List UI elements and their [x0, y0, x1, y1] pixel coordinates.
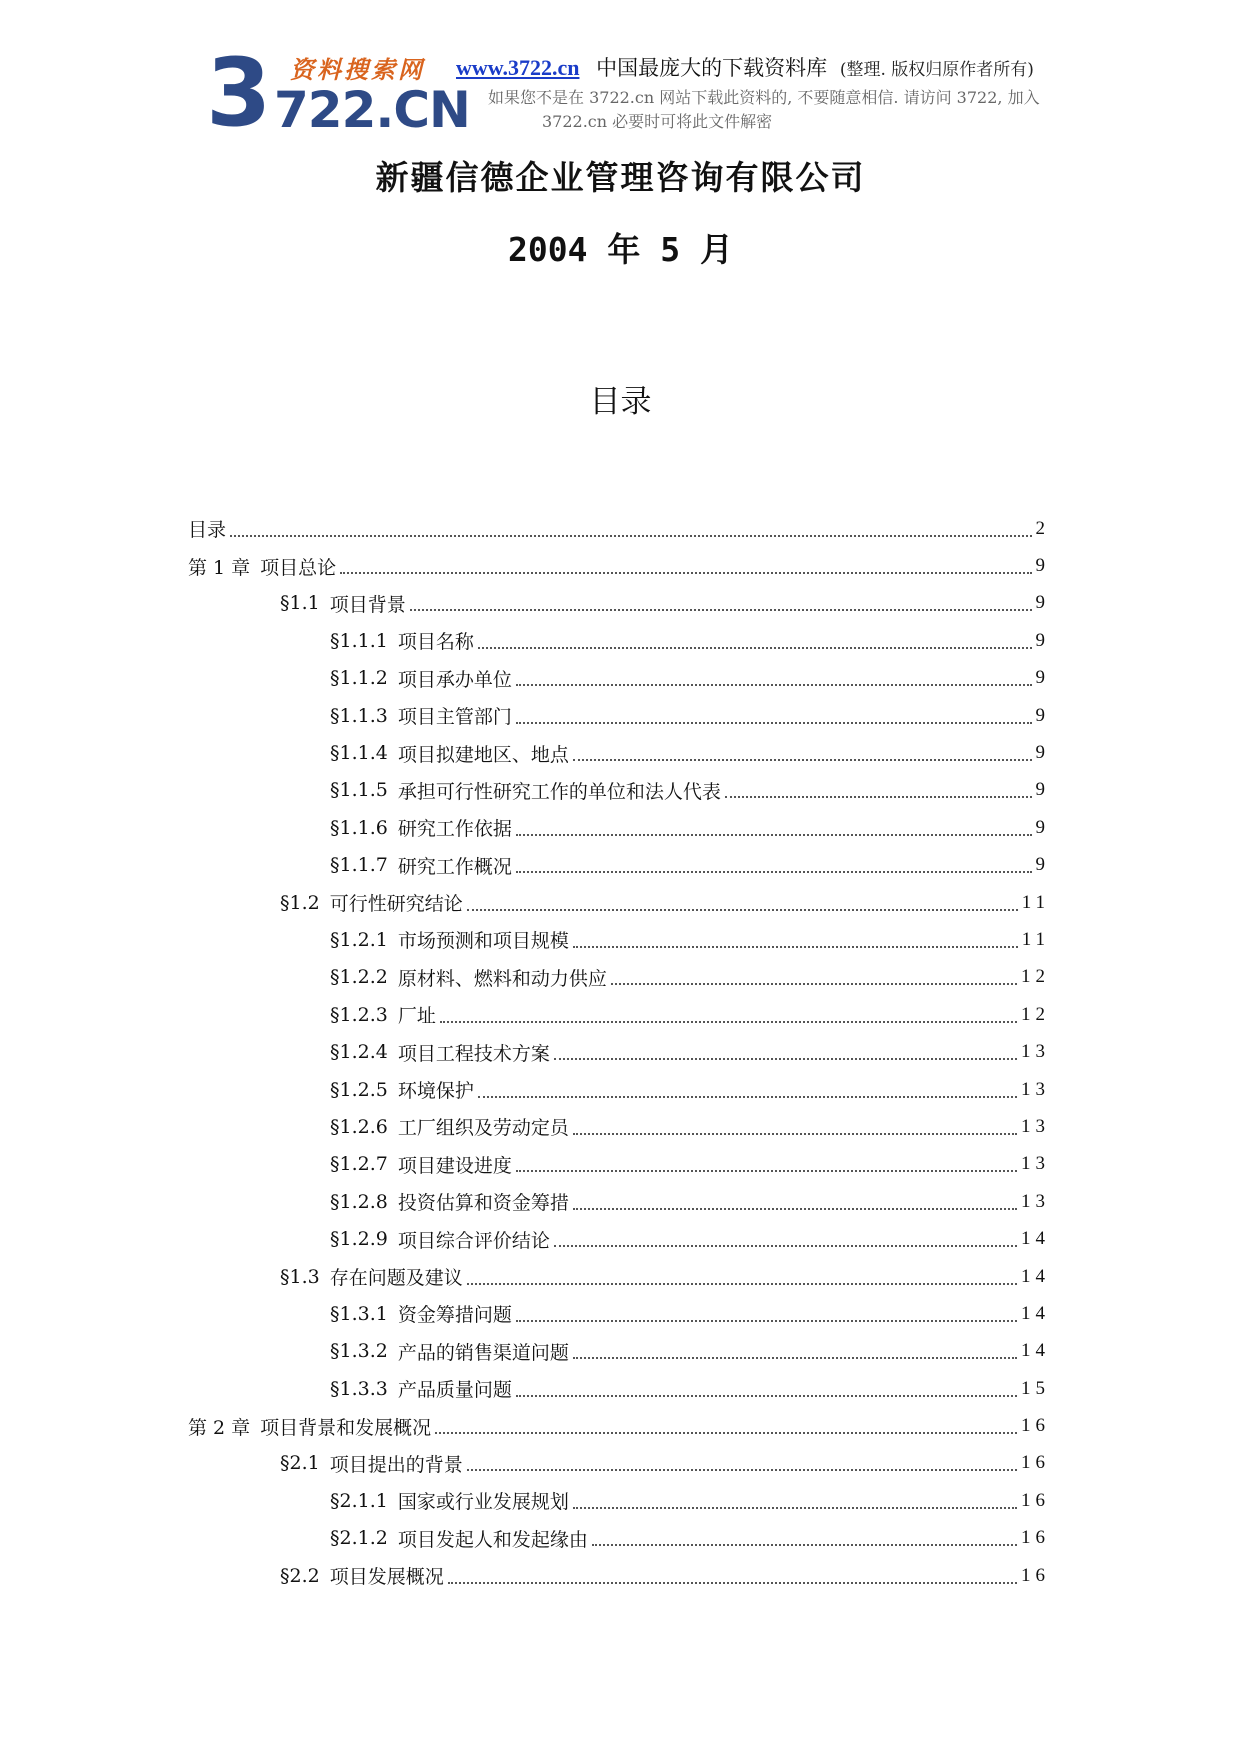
- toc-dot-leader: [592, 1544, 1017, 1546]
- toc-dot-leader: [440, 1021, 1017, 1023]
- toc-entry-number: §1.1.7: [330, 854, 388, 877]
- toc-entry[interactable]: [188, 1071, 1050, 1108]
- toc-entry-title: 项目综合评价结论: [397, 1229, 550, 1252]
- toc-dot-leader: [573, 1357, 1017, 1359]
- toc-entry-number: §1.1.5: [330, 779, 388, 802]
- document-date: 2004 年 5 月: [508, 230, 733, 269]
- toc-entry-page: 12: [1021, 1003, 1050, 1025]
- toc-dot-leader: [467, 1469, 1017, 1471]
- toc-entry[interactable]: [188, 1295, 1050, 1332]
- toc-dot-leader: [573, 759, 1032, 761]
- toc-entry[interactable]: [188, 622, 1050, 659]
- toc-dot-leader: [516, 1320, 1017, 1322]
- toc-entry-title: 项目提出的背景: [329, 1453, 463, 1476]
- toc-entry-number: §1.2.9: [330, 1228, 388, 1251]
- toc-entry-title: 环境保护: [397, 1080, 474, 1103]
- toc-dot-leader: [516, 722, 1032, 724]
- toc-entry[interactable]: [188, 996, 1050, 1033]
- toc-entry-page: 9: [1035, 816, 1050, 838]
- toc-entry-number: §1.1.1: [330, 629, 388, 652]
- toc-entry-title: 研究工作概况: [397, 855, 512, 878]
- toc-dot-leader: [410, 609, 1032, 611]
- toc-entry[interactable]: [188, 1445, 1050, 1482]
- toc-entry[interactable]: [188, 510, 1050, 547]
- toc-entry[interactable]: [188, 734, 1050, 771]
- toc-entry-number: §2.1.2: [330, 1527, 388, 1550]
- toc-entry-page: 16: [1021, 1489, 1050, 1511]
- toc-entry-page: 2: [1035, 517, 1050, 539]
- site-link[interactable]: www.3722.cn: [456, 55, 580, 80]
- toc-entry[interactable]: [188, 697, 1050, 734]
- toc-entry-page: 16: [1021, 1452, 1050, 1474]
- toc-dot-leader: [467, 1283, 1017, 1285]
- logo-tagline: 资料搜索网: [290, 56, 425, 84]
- toc-entry-title: 项目发展概况: [329, 1566, 444, 1589]
- toc-dot-leader: [554, 1245, 1017, 1247]
- toc-entry-number: §1.2.1: [330, 928, 388, 951]
- toc-entry[interactable]: [188, 1108, 1050, 1145]
- toc-entry[interactable]: [188, 660, 1050, 697]
- toc-entry-number: §1.2.6: [330, 1115, 388, 1138]
- toc-dot-leader: [516, 1395, 1017, 1397]
- toc-entry[interactable]: [188, 1258, 1050, 1295]
- toc-entry-page: 16: [1021, 1527, 1050, 1549]
- toc-dot-leader: [467, 909, 1018, 911]
- toc-entry-page: 16: [1021, 1415, 1050, 1437]
- toc-dot-leader: [478, 647, 1032, 649]
- toc-entry-number: §1.2.7: [330, 1153, 388, 1176]
- toc-dot-leader: [340, 572, 1031, 574]
- toc-entry[interactable]: [188, 884, 1050, 921]
- toc-dot-leader: [516, 871, 1032, 873]
- toc-entry-title: 项目背景: [329, 593, 406, 616]
- toc-entry-page: 14: [1021, 1228, 1050, 1250]
- company-name: 新疆信德企业管理咨询有限公司: [375, 158, 866, 197]
- toc-dot-leader: [516, 1170, 1017, 1172]
- toc-entry-title: 目录: [188, 519, 227, 542]
- banner-line-2: 如果您不是在 3722.cn 网站下载此资料的, 不要随意相信. 请访问 3722, 加入: [488, 88, 1040, 107]
- toc-dot-leader: [516, 684, 1032, 686]
- toc-entry[interactable]: [188, 1333, 1050, 1370]
- toc-entry[interactable]: [188, 547, 1050, 584]
- toc-entry-page: 9: [1035, 667, 1050, 689]
- toc-entry-number: §1.3.2: [330, 1340, 388, 1363]
- toc-dot-leader: [725, 796, 1032, 798]
- toc-dot-leader: [554, 1058, 1017, 1060]
- toc-entry-title: 项目承办单位: [397, 668, 512, 691]
- toc-entry-title: 国家或行业发展规划: [397, 1491, 569, 1514]
- toc-entry-page: 9: [1035, 704, 1050, 726]
- toc-entry-number: §1.2.8: [330, 1190, 388, 1213]
- toc-entry-page: 14: [1021, 1340, 1050, 1362]
- toc-entry-title: 资金筹措问题: [397, 1304, 512, 1327]
- toc-entry-page: 13: [1021, 1190, 1050, 1212]
- toc-entry[interactable]: [188, 1370, 1050, 1407]
- toc-entry-title: 项目建设进度: [397, 1154, 512, 1177]
- toc-entry[interactable]: [188, 959, 1050, 996]
- toc-entry-number: §2.1: [280, 1452, 320, 1475]
- toc-entry-number: §1.1.2: [330, 667, 388, 690]
- toc-dot-leader: [516, 834, 1032, 836]
- toc-entry-number: §1.1.4: [330, 742, 388, 765]
- toc-entry-number: §1.3.3: [330, 1377, 388, 1400]
- copyright-note: (整理. 版权归原作者所有): [839, 60, 1034, 80]
- toc-entry-number: §1.2.4: [330, 1041, 388, 1064]
- logo-domain: 722.CN: [274, 81, 470, 139]
- toc-entry-page: 16: [1021, 1564, 1050, 1586]
- toc-entry-title: 项目主管部门: [397, 706, 512, 729]
- toc-entry[interactable]: [188, 1557, 1050, 1594]
- toc-entry[interactable]: [188, 809, 1050, 846]
- toc-entry-page: 13: [1021, 1041, 1050, 1063]
- toc-entry-title: 存在问题及建议: [329, 1267, 463, 1289]
- toc-entry-number: §1.3: [280, 1265, 320, 1288]
- toc-dot-leader: [478, 1096, 1017, 1098]
- toc-dot-leader: [230, 535, 1031, 537]
- toc-entry-title: 厂址: [397, 1005, 436, 1028]
- toc-entry-title: 项目工程技术方案: [397, 1042, 550, 1065]
- toc-entry-number: §2.1.1: [330, 1489, 388, 1512]
- toc-entry-number: §1.2.5: [330, 1078, 388, 1101]
- toc-entry-title: 项目拟建地区、地点: [397, 743, 569, 766]
- toc-entry-number: §1.1: [280, 592, 320, 615]
- toc-entry[interactable]: [188, 1183, 1050, 1220]
- toc-entry-page: 11: [1021, 891, 1050, 913]
- toc-dot-leader: [448, 1582, 1017, 1584]
- toc-entry-title: 工厂组织及劳动定员: [397, 1117, 569, 1140]
- toc-entry-title: 项目总论: [260, 556, 337, 579]
- toc-entry-number: §2.2: [280, 1564, 320, 1587]
- toc-entry-page: 9: [1035, 555, 1050, 577]
- toc-dot-leader: [611, 983, 1017, 985]
- table-of-contents: [188, 510, 1050, 1594]
- toc-entry-page: 12: [1021, 966, 1050, 988]
- toc-dot-leader: [573, 946, 1018, 948]
- toc-entry-page: 9: [1035, 742, 1050, 764]
- toc-entry-number: 第 1 章: [188, 556, 251, 579]
- toc-entry[interactable]: [188, 847, 1050, 884]
- logo-digit: 3: [206, 39, 268, 148]
- toc-entry-page: 9: [1035, 854, 1050, 876]
- toc-dot-leader: [573, 1507, 1017, 1509]
- toc-entry-title: 市场预测和项目规模: [397, 930, 569, 953]
- toc-entry-page: 14: [1021, 1302, 1050, 1324]
- toc-entry-number: §1.1.6: [330, 816, 388, 839]
- toc-entry[interactable]: [188, 1520, 1050, 1557]
- toc-dot-leader: [573, 1133, 1017, 1135]
- toc-entry[interactable]: [188, 921, 1050, 958]
- toc-entry-page: 14: [1021, 1265, 1050, 1287]
- toc-entry-page: 9: [1035, 629, 1050, 651]
- toc-entry[interactable]: [188, 1220, 1050, 1257]
- toc-dot-leader: [435, 1432, 1017, 1434]
- toc-entry-number: §1.1.3: [330, 704, 388, 727]
- toc-entry-page: 11: [1021, 928, 1050, 950]
- toc-entry-title: 产品的销售渠道问题: [397, 1341, 569, 1364]
- toc-dot-leader: [573, 1208, 1017, 1210]
- toc-entry[interactable]: [188, 1407, 1050, 1444]
- toc-entry-number: §1.3.1: [330, 1302, 388, 1325]
- toc-entry-title: 项目背景和发展概况: [260, 1416, 432, 1439]
- toc-heading: 目录: [589, 384, 652, 420]
- site-slogan: 中国最庞大的下载资料库: [596, 56, 828, 80]
- toc-entry-title: 原材料、燃料和动力供应: [397, 967, 607, 990]
- banner-line-1: [456, 52, 1034, 82]
- banner-line-3: 3722.cn 必要时可将此文件解密: [542, 112, 773, 131]
- toc-entry-page: 13: [1021, 1115, 1050, 1137]
- toc-entry-number: §1.2.2: [330, 966, 388, 989]
- toc-entry-number: 第 2 章: [188, 1416, 251, 1439]
- toc-entry-title: 承担可行性研究工作的单位和法人代表: [397, 780, 721, 803]
- toc-entry[interactable]: [188, 1482, 1050, 1519]
- toc-entry-title: 可行性研究结论: [329, 893, 463, 916]
- toc-entry-page: 13: [1021, 1078, 1050, 1100]
- toc-entry-page: 9: [1035, 592, 1050, 614]
- toc-entry[interactable]: [188, 585, 1050, 622]
- toc-entry-title: 项目发起人和发起缘由: [397, 1528, 588, 1551]
- toc-entry-title: 投资估算和资金筹措: [397, 1192, 569, 1215]
- toc-entry-title: 研究工作依据: [397, 818, 512, 841]
- toc-entry-page: 15: [1021, 1377, 1050, 1399]
- toc-entry-page: 9: [1035, 779, 1050, 801]
- toc-entry-title: 产品质量问题: [397, 1379, 512, 1402]
- toc-entry-number: §1.2: [280, 891, 320, 914]
- site-logo[interactable]: [206, 39, 470, 148]
- toc-entry-number: §1.2.3: [330, 1003, 388, 1026]
- toc-entry[interactable]: [188, 1146, 1050, 1183]
- toc-entry[interactable]: [188, 1033, 1050, 1070]
- toc-entry-page: 13: [1021, 1153, 1050, 1175]
- toc-entry[interactable]: [188, 772, 1050, 809]
- toc-entry-title: 项目名称: [397, 631, 474, 654]
